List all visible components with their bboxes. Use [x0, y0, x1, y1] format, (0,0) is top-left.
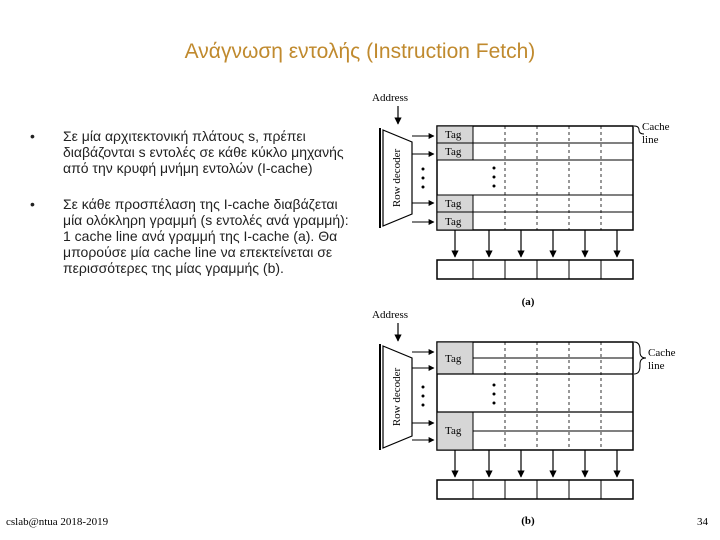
ellipsis-dot: [422, 386, 425, 389]
ellipsis-dot: [422, 168, 425, 171]
ellipsis-dot: [422, 177, 425, 180]
tag-label: Tag: [445, 425, 462, 437]
ellipsis-dot: [493, 393, 496, 396]
bullet-text: Σε κάθε προσπέλαση της I-cache διαβάζεται μία ολόκληρη γραμμή (s εντολές ανά γραμμή): 1 cache line ανά γραμμή της I-cache (a). Θα μπορούσε μία cache line να επεκτείνεται σε περισσότερες της μίας γραμμής (b).: [63, 196, 349, 276]
bullet-text: Σε μία αρχιτεκτονική πλάτους s, πρέπει διαβάζονται s εντολές σε κάθε κύκλο μηχανής από την κρυφή μνήμη εντολών (I-cache): [63, 128, 344, 176]
caption: (a): [521, 296, 535, 308]
row-decoder-label: Row decoder: [391, 148, 403, 208]
slide-title: Ανάγνωση εντολής (Instruction Fetch): [184, 40, 536, 63]
row-decoder-label: Row decoder: [391, 367, 403, 427]
tag-label: Tag: [445, 146, 462, 158]
output-arrows: [455, 450, 617, 477]
diagram-a: [372, 92, 670, 308]
footer-source: cslab@ntua 2018-2019: [6, 516, 109, 528]
tag-label: Tag: [445, 353, 462, 365]
ellipsis-dot: [493, 384, 496, 387]
tag-label: Tag: [445, 216, 462, 228]
caption: (b): [521, 515, 535, 527]
tag-label: Tag: [445, 129, 462, 141]
cache-line-brace: [634, 342, 646, 374]
ellipsis-dot: [422, 404, 425, 407]
address-label: Address: [372, 92, 409, 104]
page-number: 34: [697, 516, 708, 528]
ellipsis-dot: [422, 395, 425, 398]
ellipsis-dot: [493, 185, 496, 188]
output-buffer: [437, 260, 633, 279]
cache-line-label: Cache line: [642, 121, 670, 146]
ellipsis-dot: [493, 167, 496, 170]
bullet-marker: •: [30, 128, 35, 144]
ellipsis-dot: [422, 186, 425, 189]
cache-line-label: Cache line: [648, 347, 676, 372]
output-arrows: [455, 230, 617, 257]
bullet-marker: •: [30, 196, 35, 212]
ellipsis-dot: [493, 176, 496, 179]
address-label: Address: [372, 309, 409, 321]
tag-label: Tag: [445, 198, 462, 210]
output-buffer: [437, 480, 633, 499]
diagram-b: [372, 309, 676, 527]
ellipsis-dot: [493, 402, 496, 405]
